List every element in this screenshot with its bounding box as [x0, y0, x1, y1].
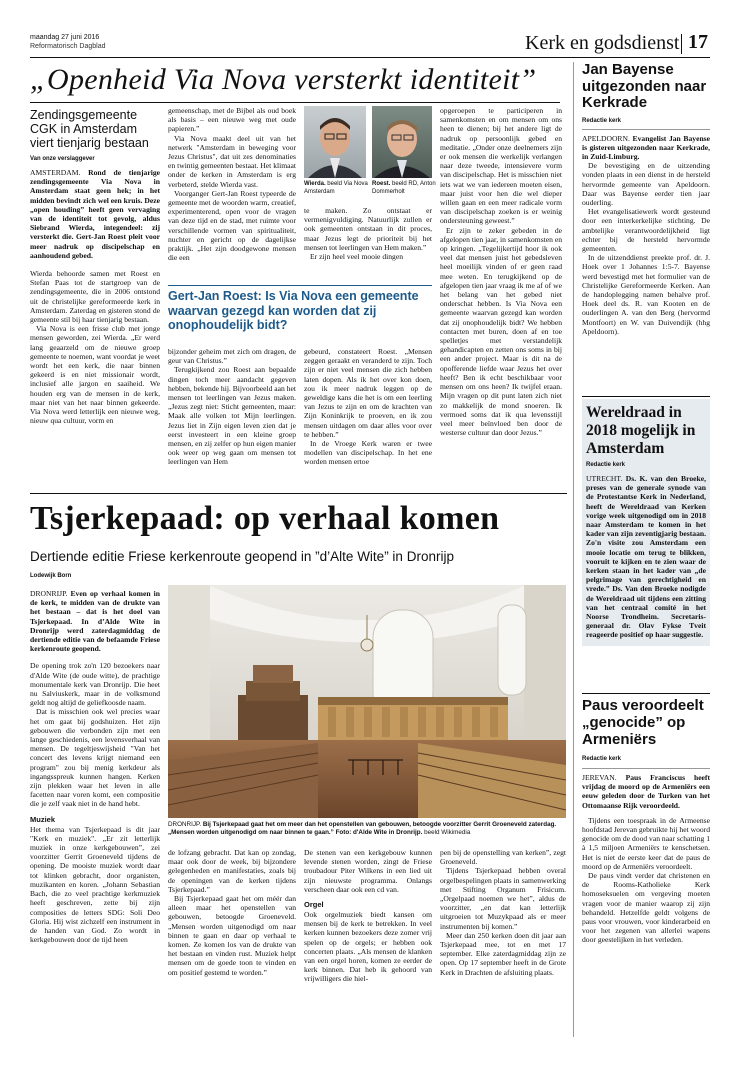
caption-name: Roest. — [372, 181, 391, 187]
bottom-col1 — [30, 573, 160, 944]
top-col3b — [304, 347, 432, 467]
paragraph: De opening trok zo'n 120 bezoekers naar d'Alde Wite (de oude witte), de prachtige monumentale kerk van Dronrijp. Die heet nu Salviuskerk, maar in de volksmond geldt nog altijd de geliefkoosde naam. — [30, 661, 160, 708]
lead-text: Even op verhaal komen in de kerk, te midden van de drukte van het bestaan – dat is het doel van Tsjerkepaad. In d’Alde Wite in Dronrijp werd zaterdagmiddag de dertiende editie van de befaamde Friese kerkenroute geopend. — [30, 589, 160, 654]
bottom-deck: Dertiende editie Friese kerkenroute geopend in ”d’Alte Wite” in Dronrijp — [30, 549, 454, 564]
bottom-col1-body — [30, 661, 160, 808]
top-byline: Van onze verslaggever — [30, 156, 95, 162]
sidebar-a2-headline: Wereldraad in 2018 mogelijk in Amsterdam — [586, 404, 696, 457]
paragraph: In de uitzenddienst preekte prof. dr. J. Hoek over 1 Johannes 1:5-7. Bayense werd bevestigd met het formulier van de Christelijke Gereformeerde Kerken. Aan de handoplegging namen behalve prof. Hoek deel ds. R. van Kooten en de ouderlingen A. van den Berg (hervormd Montfoort) en W. van Duivendijk (hhg Apeldoorn). — [582, 253, 710, 336]
paragraph: te maken. Zo ontstaat er vermenigvuldiging. Natuurlijk zullen er ook gemeenten ontstaan in dit proces, maar Jezus legt de prioriteit bij het mensen tot leerlingen van Hem maken.” — [304, 206, 432, 252]
paragraph: Tijdens een toespraak in de Armeense hoofdstad Jerevan gebruikte hij het woord genocide om de dood van naar schatting 1 à 1,5 miljoen Armeniërs te kenschetsen. Het is niet de eerste keer dat de paus de moord op de Armeniërs veroordeelt. — [582, 815, 711, 871]
paragraph: Het thema van Tsjerkepaad is dit jaar "Kerk en muziek". „Er zit letterlijk muziek in onze kerkgebouwen”, zei voorzitter Gerrit Groeneveld tijdens de opening. De mooiste muziek wordt daar tot klinken gebracht, door organisten, muzikanten en koren. „Johann Sebastian Bach, die zo veel prachtige kerkmuziek heeft geschreven, zette bij zijn composities de letters SDG: Soli Deo Gloria. Hij wist zichzelf een instrument in de handen van God. Zo wordt in kerkgebouwen door de tijd heen — [30, 824, 160, 945]
top-headline-rule — [30, 102, 560, 103]
deck-line: CGK in Amsterdam — [30, 122, 137, 136]
bottom-col2 — [168, 848, 296, 977]
top-col1-body — [30, 269, 160, 425]
paragraph: Voorganger Gert-Jan Roest typeerde de gemeente met de woorden warm, creatief, experimenterend, open voor de vragen van deze tijd en de stad, met ruimte voor verschillende vormen van spiritualiteit, nuchter en gericht op de dagelijkse praktijk. „Het zijn doodgewone mensen die een — [168, 188, 296, 263]
bottom-col3 — [304, 848, 432, 984]
paragraph: In de Vroege Kerk waren er twee modellen van discipelschap. In het ene worden mensen ertoe — [304, 439, 432, 467]
paragraph: Tijdens Tsjerkepaad hebben overal orgelbespelingen plaats in samenwerking met Stifting Organum Frisicum. „Orgelpaad noemen we het”, aldus de voorzitter, „en dat kan letterlijk uitgroeien tot Muzykpaad als er meer instrumenten bij komen.” — [440, 866, 566, 931]
bottom-col1-body2 — [30, 825, 160, 945]
sidebar-a3 — [582, 697, 710, 945]
top-col2 — [168, 106, 296, 262]
sidebar-a1-byline: Redactie kerk — [582, 117, 622, 124]
caption-credit: beeld Wikimedia — [424, 829, 471, 836]
sidebar-a3-byline: Redactie kerk — [582, 756, 622, 762]
bottom-byline: Lodewijk Born — [30, 573, 72, 579]
church-photo-caption — [168, 821, 566, 837]
paragraph: Wierda behoorde samen met Roest en Stefan Paas tot de startgroep van de zendingsgemeente, die in 2006 ontstond uit de christelijke gereformeerde kerk in Amsterdam. Zaterdag en gisteren stond de gemeente stil bij haar tienjarig bestaan. — [30, 269, 160, 325]
pullquote-rule-top — [168, 285, 432, 286]
photo-roest — [372, 106, 432, 178]
sidebar-rule-3 — [582, 693, 710, 694]
top-headline: „Openheid Via Nova versterkt identiteit” — [30, 63, 537, 96]
paragraph: Er zijn te zeker gebeden in de afgelopen tien jaar, in samenkomsten en op kringen. „Tegelijkertijd hoor ik ook veel dat mensen juist het gebedsleven heel moeilijk vinden of er geen raad mee weten. En terugkijkend op de afgelopen tien jaar vraag ik me af of we het belang van het gebed niet onderschat hebben. Is Via Nova een gemeente waarvan gezegd kan worden dat zij onophoudelijk bidt? We hebben contacten met buren, doen af en toe spelletjes met verstandelijk gehandicapten en zetten ons soms in bij een ander project. Maar is dit na de opofferende liefde waar Jezus het over heeft? Ben ik echt beschikbaar voor mensen om ons heen? Ik twijfel eraan. Mijn vragen op dit punt laten zich niet zo makkelijk de mond snoeren. Ik vermoed soms dat ik qua levensstijl veel meer beïnvloed ben door de westerse cultuur dan door Jezus.” — [440, 225, 562, 438]
bottom-lead — [30, 589, 160, 653]
paragraph: bijzonder geheim met zich om dragen, de geur van Christus.” — [168, 347, 296, 366]
top-col2b — [168, 347, 296, 467]
paragraph: gebeurd, constateert Roest. „Mensen zeggen geraakt en veranderd te zijn. Toch zijn er niet veel mensen die zich hebben laten dopen. Als ik het over kon doen, zou ik meer nadruk leggen op de geweldige kans die het is om een leerling van Jezus te zijn en om de krachten van Zijn Koninkrijk te proeven, en ik zou mensen uitdagen om daar alles voor over te hebben.” — [304, 347, 432, 439]
paragraph: Terugkijkend zou Roest aan bepaalde dingen toch meer aandacht gegeven hebben, bekende hij. Bijvoorbeeld aan het mensen tot leerlingen van Jezus maken. „Jezus zegt niet: Sticht gemeenten, maar: Maak alle volken tot Mijn leerlingen. Jezus liet in Zijn eigen leven zien dat je eerst investeert in een kleine groep mensen, en zij zelfer op hun eigen manier ook weer op weg gaan om mensen tot leerlingen van Hem — [168, 365, 296, 467]
section-title: Kerk en godsdienst — [525, 32, 680, 54]
dateline: UTRECHT. — [586, 474, 623, 483]
paragraph: Meer dan 250 kerken doen dit jaar aan Tsjerkepaad mee, tot en met 17 september. Elke zaterdagmiddag zijn ze open. Op 17 september heeft in de Grote Kerk in Drachten de afsluiting plaats. — [440, 930, 566, 977]
dateline: AMSTERDAM. — [30, 168, 81, 177]
caption-name: Wierda. — [304, 181, 326, 187]
paragraph: de lofzang gebracht. Dat kan op zondag, maar ook door de week, bij bijzondere gelegenheden en manifestaties, zoals bij de openingen van de kerken tijdens Tsjerkepaad.” — [168, 848, 296, 894]
masthead-date: maandag 27 juni 2016 — [30, 34, 100, 41]
paragraph: De bevestiging en de uitzending vonden plaats in een dienst in de hersteld hervormde gemeente van Apeldoorn. Daar was Bayense eerder tien jaar ouderling. — [582, 161, 710, 207]
rule — [582, 129, 710, 130]
lead-text: Paus Franciscus heeft vrijdag de moord op de Armeniërs een eeuw geleden door de Turken van het Ottomaanse Rijk veroordeeld. — [582, 773, 710, 810]
top-col4 — [440, 106, 562, 437]
church-interior-image — [168, 585, 566, 818]
paragraph: pen bij de openstelling van kerken”, zegt Groeneveld. — [440, 848, 566, 867]
lead-text: Evangelist Jan Bayense is gisteren uitgezonden naar Kerkrade, in Zuid-Limburg. — [582, 133, 710, 161]
paragraph: Via Nova maakt deel uit van het netwerk "Amsterdam in beweging voor Jezus Christus", dat uit zes denominaties en twintig gemeenten bestaat. Het klimaat onder de kerken in Amsterdam is erg verbeterd, stelde Wierda vast. — [168, 133, 296, 189]
church-photo — [168, 585, 566, 818]
deck-line: Zendingsgemeente — [30, 108, 138, 122]
dateline: DRONRIJP. — [168, 821, 202, 828]
bottom-headline: Tsjerkepaad: op verhaal komen — [30, 500, 500, 537]
sidebar — [582, 62, 710, 336]
top-col1 — [30, 108, 160, 425]
lead-text: Ds. K. van den Broeke, preses van de generale synode van de Protestantse Kerk in Nederland, heeft de Wereldraad van Kerken vorige week uitgenodigd om in 2018 naar Amsterdam te komen in het kader van zijn zeventigjarig bestaan. Zo'n visite zou Amsterdam een mooie locatie om terug te blikken, vooruit te kijken en te zien waar de kerken staan in het kader van „de pelgrimage van gerechtigheid en vrede.” Ds. Van den Broeke nodigde de Wereldraad uit tijdens een zitting van het centraal comité in het Noorse Trondheim. Secretaris-generaal dr. Olav Fykse Tveit reageerde positief op haar suggestie. — [586, 474, 706, 640]
sidebar-a3-body — [582, 773, 710, 945]
caption-text: Bij Tsjerkepaad gaat het om meer dan het openstellen van gebouwen, betoogde voorzitter Gerrit Groeneveld zaterdag. „Mensen worden uitgenodigd om naar binnen te gaan.” Foto: d'Alde Wite in Dronrijp. — [168, 821, 557, 836]
sidebar-a1-body — [582, 134, 710, 336]
top-deck — [30, 108, 160, 150]
caption-credit: beeld RD, Anton Dommerholt — [372, 181, 436, 195]
dateline: JEREVAN. — [582, 773, 617, 782]
sidebar-a2-byline: Redactie kerk — [586, 462, 626, 468]
deck-line: viert tienjarig bestaan — [30, 136, 149, 150]
subhead-muziek: Muziek — [30, 814, 56, 824]
photo-caption-roest — [372, 181, 436, 196]
sidebar-a2 — [582, 399, 710, 646]
portrait-image — [304, 106, 366, 178]
sidebar-rule-2 — [582, 396, 710, 397]
article-divider — [30, 493, 567, 494]
paragraph: Het evangelisatiewerk wordt gesteund door een interkerkelijke stichting. De ambtelijke verantwoordelijkheid ligt echter bij de hersteld hervormde gemeenten. — [582, 207, 710, 253]
paragraph: Er zijn heel veel mooie dingen — [310, 252, 403, 262]
rule — [582, 768, 710, 769]
pull-quote: Gert-Jan Roest: Is Via Nova een gemeente waarvan gezegd kan worden dat zij onophoudelijk bidt? — [168, 289, 419, 332]
lead-text: Rond de tienjarige zendingsgemeente Via Nova in Amsterdam staat geen hek; in het midden bevindt zich wel een kruis. Deze „open houding” heeft geen vervaging van de identiteit tot gevolg, aldus Siebrand Wierda, integendeel: zij versterkt die. Gert-Jan Roest pleit voor meer nadruk op discipelschap en aanhoudend gebed. — [30, 168, 160, 260]
portrait-image — [372, 106, 432, 178]
masthead-paper: Reformatorisch Dagblad — [30, 43, 106, 50]
sidebar-divider — [573, 62, 574, 1037]
paragraph: Via Nova is een frisse club met jonge mensen geworden, zei Wierda. „Er werd lang geaarzeld om de nieuwe groep gemeente te noemen, want voordat je weet wordt het een kerk, die naar binnen gekeerd is en niet missionair wordt, inclusief alle jargon en saaiheid. We houden erg van de mensen in de kerk, maar niet van het naar binnen gekeerde. Via Nova werd letterlijk een nieuwe weg, nieuw qua cultuur, vorm en — [30, 324, 160, 426]
paragraph: opgeroepen te participeren in samenkomsten en om mensen om ons heen te dienen; bij het andere ligt de nadruk op persoonlijk gebed en meditatie. „Onder onze deelnemers zijn er ook mensen die werkelijk verlangen naar deze tweede, intensievere vorm van discipelschap. Het is misschien niet iets wat we van iedereen moeten eisen, maar juist voor hen die wel dieper willen gaan en een meer radicale vorm van discipelschap zoeken is er weinig ondersteuning geweest.” — [440, 106, 562, 226]
masthead-divider — [681, 34, 682, 54]
subhead-orgel: Orgel — [304, 900, 324, 910]
top-lead — [30, 168, 160, 260]
sidebar-a3-headline: Paus veroordeelt „genocide” op Armeniërs — [582, 697, 704, 748]
dateline: DRONRIJP. — [30, 589, 68, 598]
page-number: 17 — [688, 31, 708, 53]
top-col3 — [304, 206, 432, 261]
photo-caption-wierda — [304, 181, 368, 196]
sidebar-a1-headline: Jan Bayense uitgezonden naar Kerkrade — [582, 61, 707, 111]
photo-wierda — [304, 106, 366, 178]
sidebar-a2-body — [586, 474, 706, 640]
paragraph: De stenen van een kerkgebouw kunnen levende stenen worden, zingt de Friese troubadour Piter Wilkens in een lied uit zijn nieuwste programma. Onlangs verscheen daar ook een cd van. — [304, 848, 432, 894]
paragraph: Bij Tsjerkepaad gaat het om méér dan alleen maar het openstellen van gebouwen, betoogde Groeneveld. „Mensen worden uitgenodigd om naar binnen te gaan en daar op verhaal te komen. Ze komen los van de drukte van het bestaan en vinden rust. Muziek helpt mensen om de goede toon te vinden en om positief gestemd te worden.” — [168, 894, 296, 977]
paragraph: gemeenschap, met de Bijbel als oud boek als basis – een nieuwe weg met oude papieren.” — [168, 106, 296, 134]
paragraph: Ook orgelmuziek biedt kansen om mensen bij de kerk te betrekken. In veel kerken kunnen bezoekers deze zomer vrij spelen op de orgels; er hebben ook concerten plaats. „Als mensen de klanken van een orgel horen, komen ze eerder de kerk binnen. Dat heb ik gehoord van vrijwilligers die hiel- — [304, 910, 432, 984]
bottom-col4 — [440, 848, 566, 977]
paragraph: De paus vindt verder dat christenen en de Rooms-Katholieke Kerk homoseksuelen om vergeving moeten vragen voor de manier waarop zij zijn behandeld. Hetzelfde geldt volgens de paus voor vrouwen, voor kinderarbeid en voor het zegenen van allerlei wapens door geestelijken in het verleden. — [582, 871, 710, 945]
dateline: APELDOORN. — [582, 133, 630, 143]
paragraph: Dat is misschien ook wel precies waar het om gaat bij godshuizen. Het zijn gebouwen die verbonden zijn met een lange geschiedenis, een levensverhaal van mensen. De tegeltjeswijsheid "Van het concert des levens krijgt niemand een program" zou bij menig kerkdeur als ingangsspreuk kunnen hangen. Kerken zijn plekken waar het leven in alle facetten naar voren komt, een compositie die je zelf vaak niet in de hand hebt. — [30, 707, 160, 809]
caption-credit: beeld Via Nova Amsterdam — [304, 181, 368, 195]
masthead-rule — [30, 57, 710, 58]
